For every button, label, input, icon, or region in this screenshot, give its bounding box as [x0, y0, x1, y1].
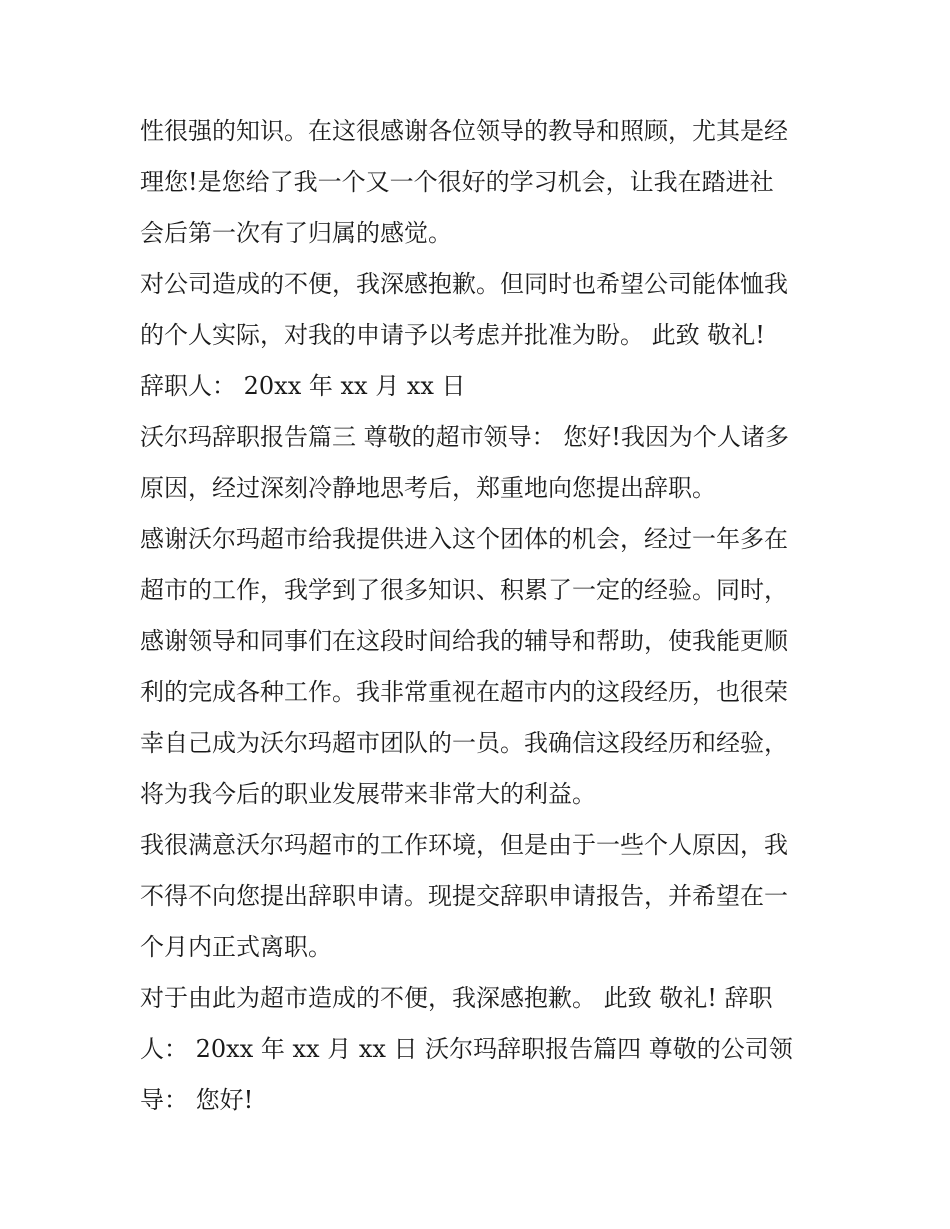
- text-line: 对于由此为超市造成的不便，我深感抱歉。 此致 敬礼! 辞职: [140, 984, 773, 1012]
- document-body: [140, 106, 820, 1126]
- text-line: 不得不向您提出辞职申请。现提交辞职申请报告，并希望在一: [140, 882, 788, 910]
- text-line: 利的完成各种工作。我非常重视在超市内的这段经历，也很荣: [140, 678, 788, 706]
- text-line: 沃尔玛辞职报告篇三 尊敬的超市领导： 您好!我因为个人诸多: [140, 423, 789, 451]
- text-line: 人： 20xx 年 xx 月 xx 日 沃尔玛辞职报告篇四 尊敬的公司领: [140, 1035, 793, 1063]
- text-line: 超市的工作，我学到了很多知识、积累了一定的经验。同时，: [140, 576, 788, 604]
- text-line: 将为我今后的职业发展带来非常大的利益。: [140, 780, 596, 808]
- text-line: 幸自己成为沃尔玛超市团队的一员。我确信这段经历和经验，: [140, 729, 788, 757]
- text-line: 的个人实际，对我的申请予以考虑并批准为盼。 此致 敬礼!: [140, 321, 765, 349]
- text-line: 个月内正式离职。: [140, 933, 332, 961]
- text-line: 理您!是您给了我一个又一个很好的学习机会，让我在踏进社: [140, 168, 774, 196]
- text-line: 性很强的知识。在这很感谢各位领导的教导和照顾，尤其是经: [140, 117, 788, 145]
- text-line: 导： 您好!: [140, 1086, 254, 1114]
- text-line: 对公司造成的不便，我深感抱歉。但同时也希望公司能体恤我: [140, 270, 788, 298]
- text-line: 我很满意沃尔玛超市的工作环境，但是由于一些个人原因，我: [140, 831, 788, 859]
- text-line: 原因，经过深刻冷静地思考后，郑重地向您提出辞职。: [140, 474, 716, 502]
- text-line: 辞职人： 20xx 年 xx 月 xx 日: [140, 372, 466, 400]
- text-line: 感谢领导和同事们在这段时间给我的辅导和帮助，使我能更顺: [140, 627, 788, 655]
- text-line: 感谢沃尔玛超市给我提供进入这个团体的机会，经过一年多在: [140, 525, 788, 553]
- text-line: 会后第一次有了归属的感觉。: [140, 219, 452, 247]
